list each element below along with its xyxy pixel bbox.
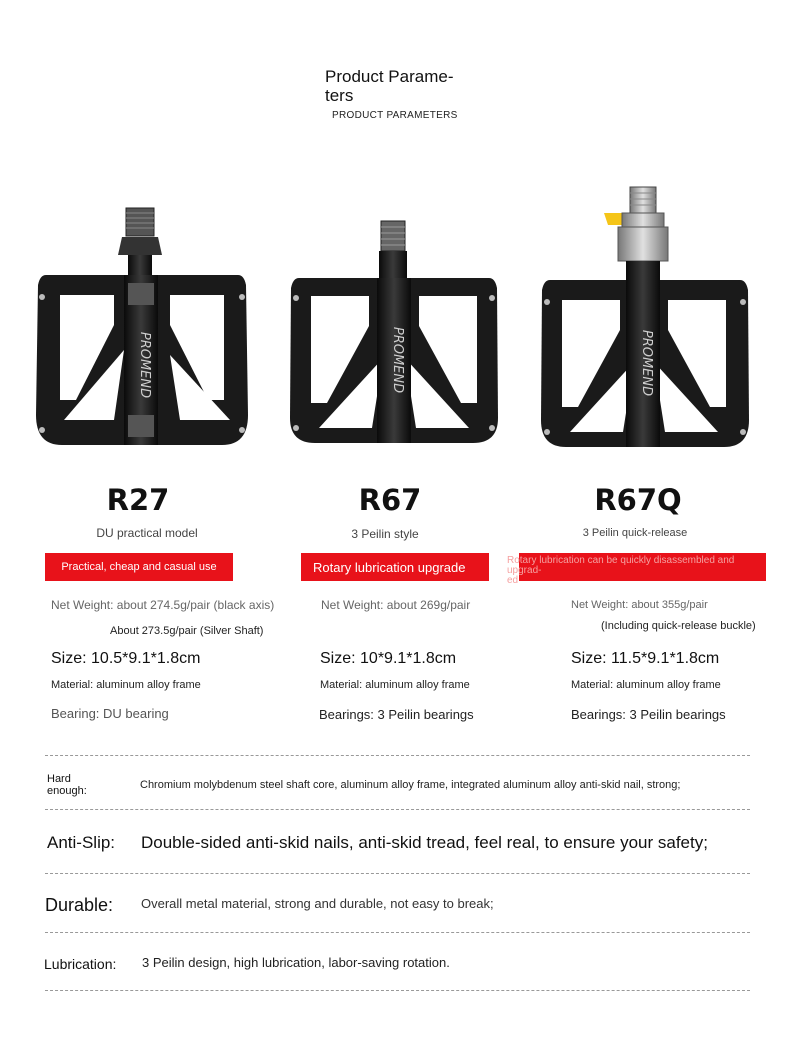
feature-text-anti-slip: Double-sided anti-skid nails, anti-skid tread, feel real, to ensure your safety; (141, 833, 708, 852)
pedal-image-r67q (538, 185, 753, 455)
divider (45, 809, 750, 810)
feature-text-hard: Chromium molybdenum steel shaft core, aluminum alloy frame, integrated aluminum alloy anti-skid nail, strong; (140, 779, 681, 791)
spec-bearing-r27: Bearing: DU bearing (51, 706, 169, 721)
spec-weight-r67: Net Weight: about 269g/pair (321, 598, 471, 612)
spec-size-r67: Size: 10*9.1*1.8cm (320, 650, 457, 667)
model-desc-r27: DU practical model (96, 526, 198, 540)
spec-weight-r27: Net Weight: about 274.5g/pair (black axis) (51, 598, 275, 612)
divider (45, 755, 750, 756)
divider (45, 932, 750, 933)
divider (45, 873, 750, 874)
spec-size-r27: Size: 10.5*9.1*1.8cm (51, 650, 201, 667)
page-subtitle: PRODUCT PARAMETERS (332, 110, 458, 121)
spec-material-r27: Material: aluminum alloy frame (51, 679, 201, 691)
feature-text-lubrication: 3 Peilin design, high lubrication, labor-saving rotation. (142, 955, 450, 970)
spec-material-r67: Material: aluminum alloy frame (320, 679, 470, 691)
spec-weight-note-r67q: (Including quick-release buckle) (601, 620, 756, 632)
pedal-image-r27 (32, 205, 252, 455)
pedal-logo: PROMEND (137, 331, 152, 399)
model-name-r27: R27 (106, 483, 170, 517)
feature-badge-r67q: Rotary lubrication can be quickly disassembled and upgrad- ed (519, 553, 766, 581)
spec-material-r67q: Material: aluminum alloy frame (571, 679, 721, 691)
spec-weight-r67q: Net Weight: about 355g/pair (571, 599, 708, 611)
page-title: Product Parame- ters (325, 67, 454, 105)
model-desc-r67q: 3 Peilin quick-release (582, 527, 688, 539)
divider (45, 990, 750, 991)
feature-label-lubrication: Lubrication: (44, 956, 117, 972)
pedal-logo: PROMEND (390, 326, 405, 394)
feature-text-durable: Overall metal material, strong and durable, not easy to break; (141, 896, 494, 911)
spec-size-r67q: Size: 11.5*9.1*1.8cm (571, 650, 720, 667)
pedal-image-r67 (287, 218, 502, 453)
model-name-r67: R67 (358, 483, 422, 517)
feature-badge-r27: Practical, cheap and casual use (45, 553, 233, 581)
spec-bearing-r67: Bearings: 3 Peilin bearings (319, 707, 474, 722)
feature-label-durable: Durable: (45, 895, 114, 915)
spec-bearing-r67q: Bearings: 3 Peilin bearings (571, 707, 726, 722)
pedal-logo: PROMEND (639, 329, 654, 397)
feature-label-hard: Hard enough: (47, 773, 87, 797)
feature-label-anti-slip: Anti-Slip: (47, 833, 116, 852)
feature-badge-r67: Rotary lubrication upgrade (301, 553, 489, 581)
spec-weight-note-r27: About 273.5g/pair (Silver Shaft) (110, 625, 264, 637)
model-name-r67q: R67Q (594, 483, 682, 517)
model-desc-r67: 3 Peilin style (351, 527, 419, 541)
